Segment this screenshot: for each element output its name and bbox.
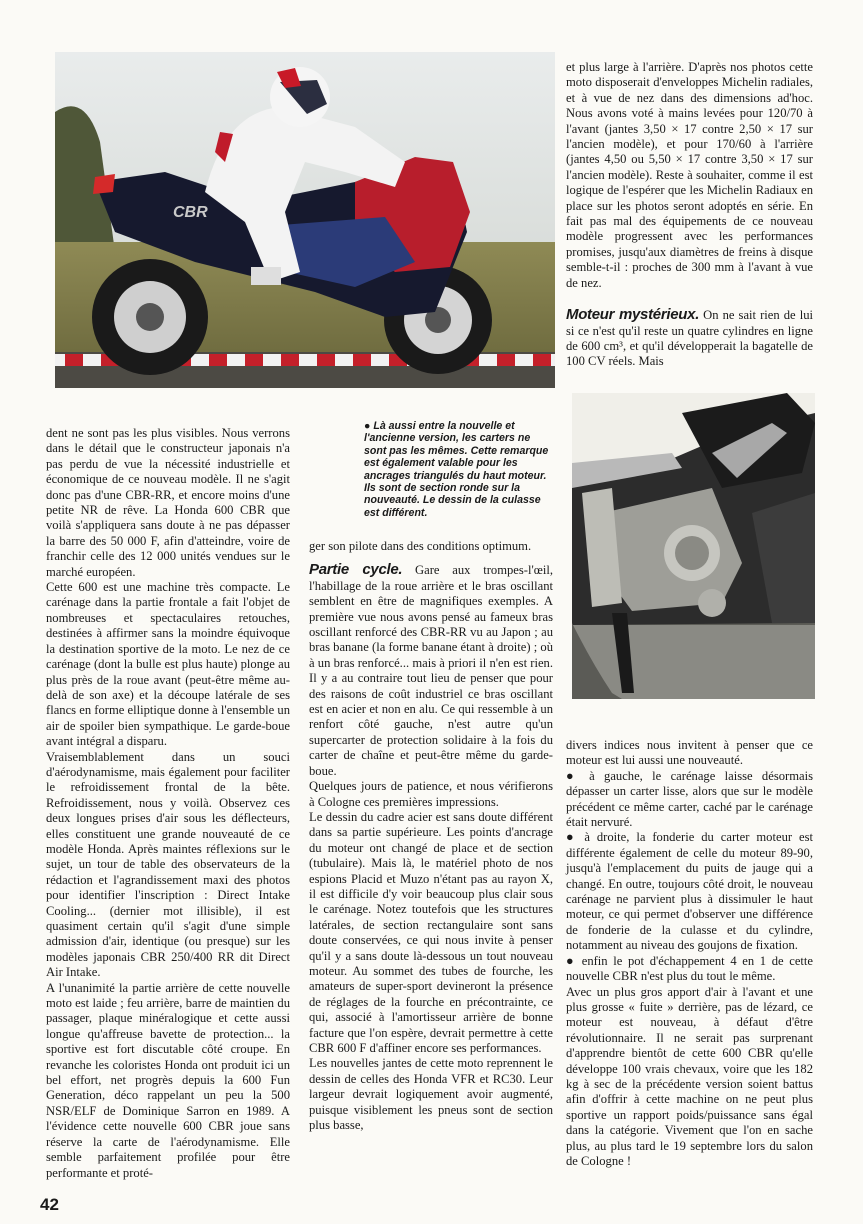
paragraph: ● à gauche, le carénage laisse désormais dépasser un carter lisse, alors que sur le modèle précédent ce même carter, caché par le carénage était nervuré. <box>566 768 813 830</box>
paragraph: divers indices nous invitent à penser que ce moteur est lui aussi une nouveauté. <box>566 738 813 768</box>
paragraph: Cette 600 est une machine très compacte. Le carénage dans la partie frontale a fait l'objet de nombreuses et spectaculaires retouches, destinées à affirmer sans la moindre équivoque la destination sportive de la moto. Le nez de ce carénage (dont la bulle est plus haute) plonge au plus près de la roue avant (peut-être même au-delà de son axe) et la découpe latérale de ses flancs en forme elliptique donne à l'ensemble un air de spoiler bien sympathique. Le garde-boue avant intégral a disparu. <box>46 580 290 749</box>
paragraph: dent ne sont pas les plus visibles. Nous verrons dans le détail que le constructeur japonais n'a pas perdu de vue la nécessité industrielle et économique de ce nouveau modèle. Il ne s'agit donc pas d'une CBR-RR, et encore moins d'une petite NR de rêve. La Honda 600 CBR que voilà s'appliquera sans doute à ne pas dépasser la barre des 50 000 F, afin d'atteindre, voire de franchir celle des 12 000 unités vendues sur le marché européen. <box>46 426 290 579</box>
section-heading-moteur: Moteur mystérieux. <box>566 306 700 324</box>
paragraph-text: On ne sait rien de lui si ce n'est qu'il reste un quatre cylindres en ligne de 600 cm³, et qu'il développerait la bagatelle de 100 CV réels. Mais <box>566 308 813 369</box>
column-1 <box>46 426 290 1181</box>
paragraph: Avec un plus gros apport d'air à l'avant et une plus grosse « fuite » derrière, pas de lézard, ce moteur est nouveau, à défaut d'être révolutionnaire. Il ne serait pas surprenant d'apprendre bientôt de cette 600 CBR qu'elle développe 100 vrais chevaux, voire que les 182 kg à sec de la précédente version soient battus afin d'offrir à cette machine on ne peut plus sportive un rapport poids/puissance sans égal dans la catégorie. Vivement que l'on en sache plus, au plus tard le 19 septembre lors du salon de Cologne ! <box>566 984 813 1168</box>
paragraph: et plus large à l'arrière. D'après nos photos cette moto disposerait d'enveloppes Michelin radiales, et à vue de nez dans des dimensions ad'hoc. Nous avons voté à mains levées pour 120/70 à l'avant (jantes 3,50 × 17 contre 2,50 × 17 sur l'ancien modèle), et pour 170/60 à l'arrière (jantes 4,50 ou 5,50 × 17 contre 3,50 × 17 sur l'ancien modèle). Reste à souhaiter, comme il est logique de l'espérer que les Michelin Radiaux en place sur les photos seront adoptés en série. En fait pas mal des équipements de ce nouveau modèle progressent avec les performances promises, jusqu'aux diamètres de freins à disque semble-t-il : proches de 300 mm à l'avant à vue de nez. <box>566 60 813 290</box>
column-top-right <box>566 60 813 370</box>
paragraph: A l'unanimité la partie arrière de cette nouvelle moto est laide ; feu arrière, barre de maintien du passager, plaque minéralogique et cette aussi longue qu'affreuse bavette de protection... la sportive est fort discutable côté croupe. En revanche les coloristes Honda ont produit ici un bel effort, net progrès depuis la 600 Fun Generation, déco rappelant un peu la 500 NSR/ELF de Dominique Sarron en 1989. A l'évidence cette nouvelle 600 CBR joue sans réserve la carte de l'aérodynamisme. Elle semble parfaitement profilée pour être performante et proté- <box>46 980 290 1180</box>
photo-caption: ● Là aussi entre la nouvelle et l'ancienne version, les carters ne sont pas les mêmes. Cette remarque est également valable pour les ancrages triangulés du haut moteur. Ils sont de section ronde sur la nouveauté. Le dessin de la culasse est différent. <box>364 420 549 519</box>
column-2 <box>309 539 553 1133</box>
section-heading-partie-cycle: Partie cycle. <box>309 561 403 579</box>
paragraph: ger son pilote dans des conditions optimum. <box>309 539 532 553</box>
fairing-logo: CBR <box>173 204 208 221</box>
partie-paragraph <box>309 562 553 779</box>
paragraph-text: Gare aux trompes-l'œil, l'habillage de la roue arrière et le bras oscillant semblent en être de magnifiques exemples. A première vue nous avons pensé au fameux bras oscillant renforcé des CBR-RR vu au Japon ; au bras banane (la forme banane étant à droite) ; où à un bras renforcé... mais à priori il n'en est rien. Il y a au contraire tout lieu de penser que pour des raisons de coût industriel ce bras oscillant est en acier et non en alu. Ce qui ressemble à un renfort côté gauche, n'est autre qu'un supercarter de protection solidaire à la fois du carter de chaîne et peut-être même du garde-boue. <box>309 563 553 778</box>
paragraph: Le dessin du cadre acier est sans doute différent dans sa partie supérieure. Les points d'ancrage du moteur ont changé de place et de section (tubulaire). Mais là, le matériel photo de nos espions Placid et Muzo n'étant pas au rayon X, il est difficile d'y voir beaucoup plus clair sous le carénage. Notez toutefois que les structures latérales, de section rectangulaire sont sans doute conservées, ce qui nous invite à penser qu'il y a sans doute là-dessous un tout nouveau moteur. Au sommet des tubes de fourche, les amateurs de super-sport devineront la présence de réglages de la fourche en précontrainte, ce qui, associé à l'amortisseur arrière de bonne facture que l'on espère, devrait permettre à cette CBR 600 F d'affiner encore ses performances. <box>309 809 553 1055</box>
paragraph: Vraisemblablement dans un souci d'aérodynamisme, mais également pour faciliter le refroidissement frontal de la bête. Refroidissement, nous y voilà. Observez ces deux longues prises d'air sous les déflecteurs, elles constituent une grande nouveauté de ce modèle Honda. Après maintes réflexions sur le sujet, un tour de table des observateurs de la rédaction et l'agrandissement maxi des photos pour identifier l'inscription : Direct Intake Cooling... (dernier mot illisible), il est quasiment certain qu'il s'agit d'une simple admission d'air, identique (ou presque) sur les modèles japonais CBR 250/400 RR dit Direct Air Intake. <box>46 749 290 980</box>
paragraph: Quelques jours de patience, et nous vérifierons à Cologne ces premières impressions. <box>309 779 553 809</box>
page-number: 42 <box>40 1195 59 1214</box>
paragraph: ● à droite, la fonderie du carter moteur est différente également de celle du moteur 89-90, jusqu'à l'emplacement du puits de jauge qui a changé. En outre, toujours côté droit, le nouveau carénage ne parvient plus à dissimuler le haut moteur, ce qui permet d'observer une différence de fonderie de la culasse et du cylindre, notamment au niveau des goujons de fixation. <box>566 830 813 953</box>
column-3 <box>566 738 813 1169</box>
moteur-paragraph <box>566 307 813 370</box>
paragraph: Les nouvelles jantes de cette moto reprennent le dessin de celles des Honda VFR et RC30. Leur largeur devrait logiquement avoir augmenté, puisque visiblement les pneus sont de section plus basse, <box>309 1056 553 1133</box>
paragraph: ● enfin le pot d'échappement 4 en 1 de cette nouvelle CBR n'est plus du tout le même. <box>566 953 813 984</box>
engine-closeup-photo <box>572 393 815 699</box>
motorcycle-rider-photo <box>55 52 555 388</box>
